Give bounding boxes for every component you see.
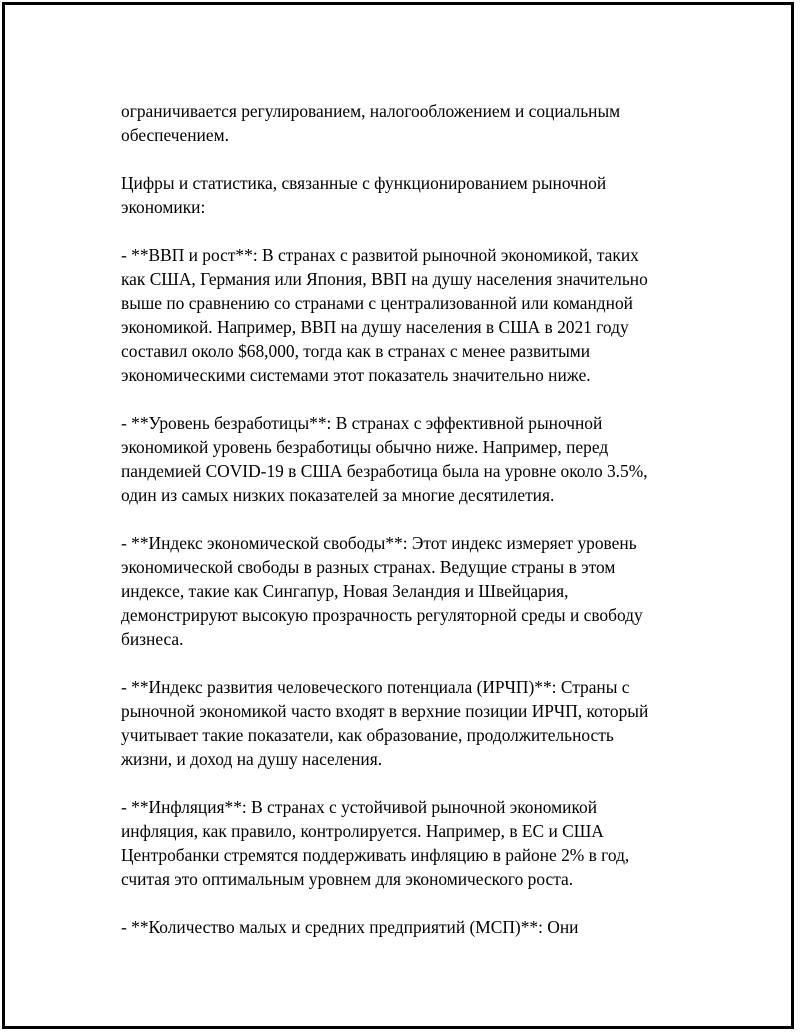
text-line: считая это оптимальным уровнем для экономического роста. — [121, 869, 574, 889]
document-body — [121, 99, 721, 939]
text-line: составил около $68,000, тогда как в странах с менее развитыми — [121, 341, 591, 361]
text-line: - **ВВП и рост**: В странах с развитой рыночной экономикой, таких — [121, 245, 639, 265]
list-item-human-development-index — [121, 675, 721, 771]
page-frame — [2, 2, 794, 1029]
text-line: Цифры и статистика, связанные с функционированием рыночной — [121, 173, 607, 193]
list-item-economic-freedom-index — [121, 531, 721, 651]
text-line: пандемией COVID-19 в США безработица была на уровне около 3.5%, — [121, 461, 648, 481]
text-line: - **Индекс развития человеческого потенциала (ИРЧП)**: Страны с — [121, 677, 630, 697]
text-line: демонстрируют высокую прозрачность регуляторной среды и свободу — [121, 605, 643, 625]
text-line: - **Инфляция**: В странах с устойчивой рыночной экономикой — [121, 797, 598, 817]
paragraph-social-security — [121, 99, 721, 147]
text-line: ограничивается регулированием, налогообложением и социальным — [121, 101, 621, 121]
text-line: экономикой. Например, ВВП на душу населения в США в 2021 году — [121, 317, 629, 337]
text-line: рыночной экономикой часто входят в верхние позиции ИРЧП, который — [121, 701, 649, 721]
text-line: экономикой уровень безработицы обычно ниже. Например, перед — [121, 437, 609, 457]
text-line: - **Индекс экономической свободы**: Этот индекс измеряет уровень — [121, 533, 637, 553]
list-item-sme-count — [121, 915, 721, 939]
text-line: один из самых низких показателей за многие десятилетия. — [121, 485, 555, 505]
text-line: экономической свободы в разных странах. Ведущие страны в этом — [121, 557, 616, 577]
list-item-gdp-growth — [121, 243, 721, 387]
text-line: как США, Германия или Япония, ВВП на душу населения значительно — [121, 269, 648, 289]
text-line: экономическими системами этот показатель значительно ниже. — [121, 365, 591, 385]
text-line: обеспечением. — [121, 125, 229, 145]
text-line: Центробанки стремятся поддерживать инфляцию в районе 2% в год, — [121, 845, 630, 865]
text-line: - **Уровень безработицы**: В странах с эффективной рыночной — [121, 413, 603, 433]
list-item-inflation — [121, 795, 721, 891]
text-line: учитывает такие показатели, как образование, продолжительность — [121, 725, 614, 745]
list-item-unemployment — [121, 411, 721, 507]
text-line: бизнеса. — [121, 629, 184, 649]
text-line: инфляция, как правило, контролируется. Например, в ЕС и США — [121, 821, 604, 841]
text-line: выше по сравнению со странами с централизованной или командной — [121, 293, 633, 313]
text-line: - **Количество малых и средних предприятий (МСП)**: Они — [121, 917, 579, 937]
paragraph-statistics-intro — [121, 171, 721, 219]
text-line: индексе, такие как Сингапур, Новая Зеландия и Швейцария, — [121, 581, 569, 601]
text-line: жизни, и доход на душу населения. — [121, 749, 383, 769]
text-line: экономики: — [121, 197, 206, 217]
